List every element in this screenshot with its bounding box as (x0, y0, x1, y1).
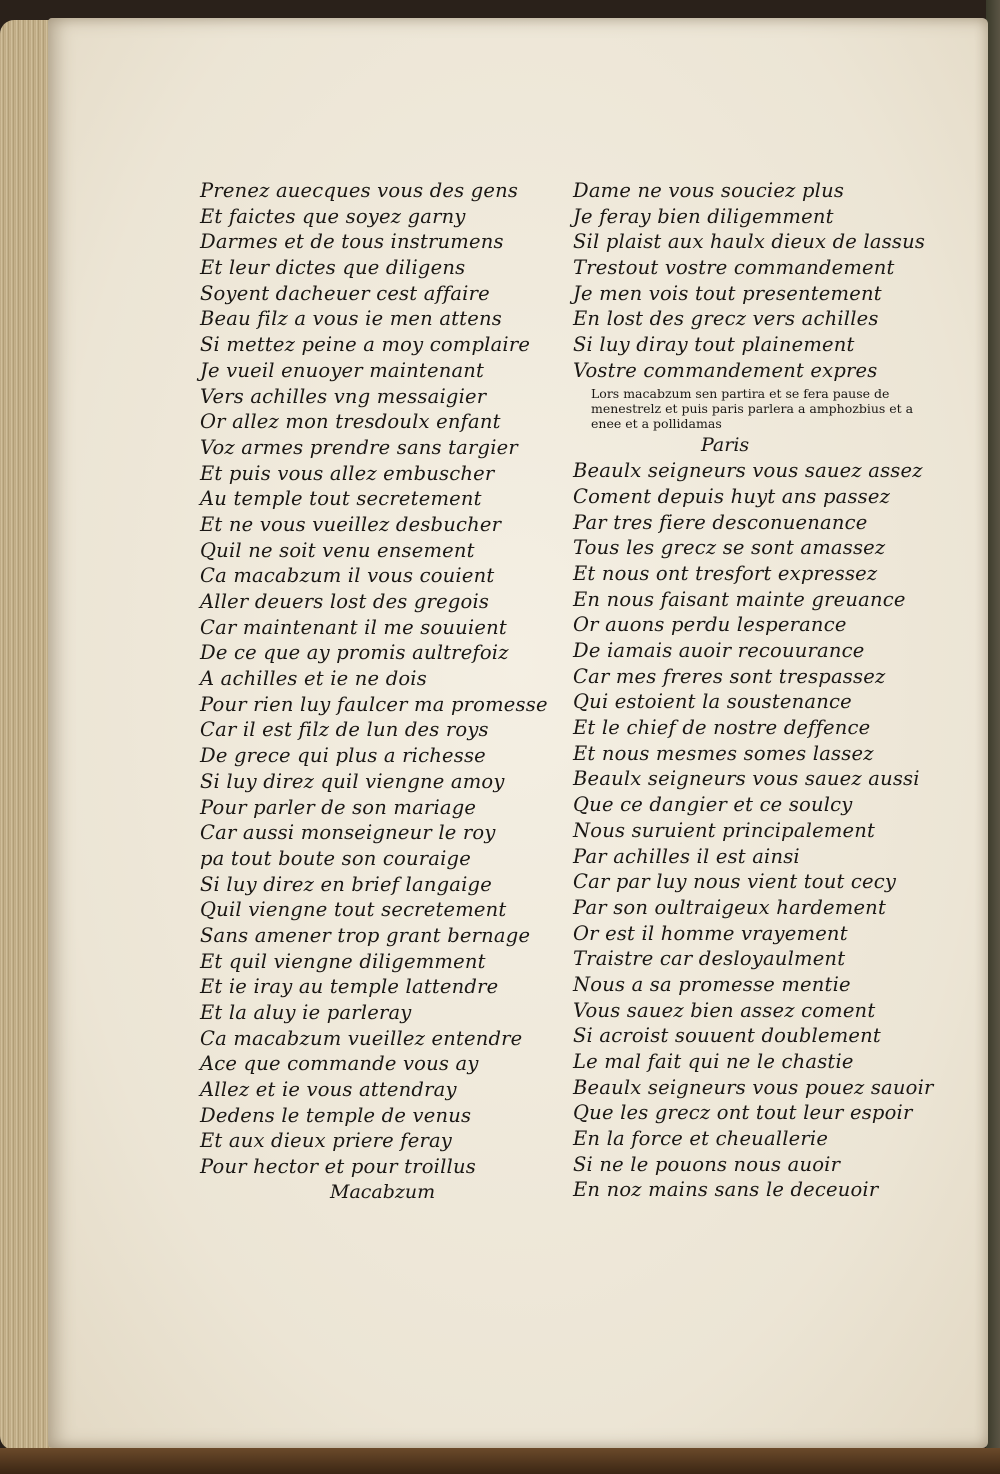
speaker-heading: Macabzum (330, 1180, 436, 1203)
verse-line: Pour parler de son mariage (200, 795, 477, 819)
verse-line: Je vueil enuoyer maintenant (200, 358, 485, 382)
verse-line: Et faictes que soyez garny (200, 204, 466, 228)
book-page (48, 18, 988, 1448)
verse-line: Or allez mon tresdoulx enfant (200, 410, 501, 434)
verse-line: Ca macabzum vueillez entendre (200, 1026, 523, 1050)
verse-line: Par tres fiere desconuenance (573, 510, 868, 534)
verse-line: Et leur dictes que diligens (200, 256, 466, 280)
verse-line: Que ce dangier et ce soulcy (573, 793, 853, 817)
verse-line: Sans amener trop grant bernage (200, 923, 531, 947)
verse-line: Prenez auecques vous des gens (200, 179, 519, 202)
verse-line: Vostre commandement expres (573, 358, 878, 382)
verse-line: Vous sauez bien assez coment (573, 998, 876, 1022)
verse-line: Par achilles il est ainsi (573, 844, 800, 868)
verse-line: Nous suruient principalement (573, 818, 876, 842)
verse-line: Beaulx seigneurs vous pouez sauoir (573, 1075, 934, 1099)
verse-line: Car par luy nous vient tout cecy (573, 870, 897, 894)
verse-line: Ca macabzum il vous couient (200, 564, 495, 588)
verse-line: Au temple tout secretement (200, 487, 482, 511)
verse-line: Si luy direz quil viengne amoy (200, 769, 505, 793)
verse-line: Beaulx seigneurs vous sauez aussi (573, 767, 920, 791)
verse-line: Si luy direz en brief langaige (200, 872, 492, 896)
verse-line: Car aussi monseigneur le roy (200, 821, 496, 845)
verse-line: Si acroist souuent doublement (573, 1024, 881, 1048)
verse-line: Et le chief de nostre deffence (573, 716, 871, 740)
verse-line: En nous faisant mainte greuance (573, 587, 906, 611)
verse-line: De grece qui plus a richesse (200, 744, 486, 768)
verse-line: Et la aluy ie parleray (200, 1001, 412, 1024)
verse-line: Ace que commande vous ay (200, 1052, 479, 1076)
verse-line: Beaulx seigneurs vous sauez assez (573, 459, 923, 483)
verse-line: Je men vois tout presentement (573, 281, 882, 305)
book-binding (0, 1448, 1000, 1474)
verse-line: Et ne vous vueillez desbucher (200, 512, 502, 536)
verse-line: Aller deuers lost des gregois (200, 590, 490, 613)
verse-line: Quil ne soit venu ensement (200, 538, 475, 562)
verse-line: Quil viengne tout secretement (200, 898, 507, 922)
verse-line: Et quil viengne diligemment (200, 949, 486, 973)
verse-line: Car il est filz de lun des roys (200, 718, 489, 742)
verse-line: De ce que ay promis aultrefoiz (200, 641, 509, 665)
speaker-heading: Paris (701, 433, 750, 456)
verse-line: Or auons perdu lesperance (573, 613, 847, 637)
verse-line: Par son oultraigeux hardement (573, 895, 886, 919)
verse-line: Et nous mesmes somes lassez (573, 741, 874, 765)
verse-line: Et ie iray au temple lattendre (200, 975, 499, 999)
verse-line: Si ne le pouons nous auoir (573, 1152, 841, 1176)
verse-line: Et aux dieux priere feray (200, 1129, 453, 1153)
verse-line: En noz mains sans le deceuoir (573, 1178, 879, 1202)
left-column (200, 178, 560, 1206)
verse-line: Or est il homme vrayement (573, 921, 848, 945)
verse-line: Pour rien luy faulcer ma promesse (200, 692, 548, 716)
verse-line: Si mettez peine a moy complaire (200, 333, 531, 357)
verse-line: Voz armes prendre sans targier (200, 435, 518, 459)
verse-line: A achilles et ie ne dois (200, 667, 427, 691)
verse-line: Si luy diray tout plainement (573, 333, 855, 357)
verse-line: Sil plaist aux haulx dieux de lassus (573, 230, 926, 254)
verse-line: Pour hector et pour troillus (200, 1155, 476, 1179)
verse-line: Dame ne vous souciez plus (573, 179, 845, 202)
verse-line: En la force et cheuallerie (573, 1127, 829, 1151)
verse-line: Car maintenant il me souuient (200, 615, 507, 639)
verse-line: Soyent dacheuer cest affaire (200, 281, 490, 305)
verse-line: Je feray bien diligemment (573, 204, 834, 228)
verse-line: Qui estoient la soustenance (573, 690, 852, 714)
verse-line: Nous a sa promesse mentie (573, 972, 851, 996)
verse-line: Beau filz a vous ie men attens (200, 307, 502, 331)
verse-line: Que les grecz ont tout leur espoir (573, 1101, 913, 1125)
right-column (573, 178, 973, 1203)
verse-line: Darmes et de tous instrumens (200, 230, 504, 254)
verse-line: Et puis vous allez embuscher (200, 461, 495, 485)
verse-line: Trestout vostre commandement (573, 256, 895, 280)
verse-line: Dedens le temple de venus (200, 1103, 472, 1127)
verse-line: Vers achilles vng messaigier (200, 384, 487, 408)
verse-line: Et nous ont tresfort expressez (573, 561, 878, 585)
stage-direction: Lors macabzum sen partira et se fera pause de menestrelz et puis paris parlera a amphozbius et a enee et a pollidamas (591, 385, 914, 431)
verse-line: Allez et ie vous attendray (200, 1078, 457, 1102)
verse-line: Tous les grecz se sont amassez (573, 536, 886, 560)
book-cover-edge (986, 0, 1000, 1474)
verse-line: Traistre car desloyaulment (573, 947, 846, 971)
verse-line: pa tout boute son couraige (200, 846, 471, 870)
verse-line: En lost des grecz vers achilles (573, 307, 879, 331)
verse-line: Car mes freres sont trespassez (573, 664, 886, 688)
verse-line: Coment depuis huyt ans passez (573, 484, 891, 508)
verse-line: Le mal fait qui ne le chastie (573, 1050, 854, 1073)
verse-line: De iamais auoir recouurance (573, 639, 865, 662)
